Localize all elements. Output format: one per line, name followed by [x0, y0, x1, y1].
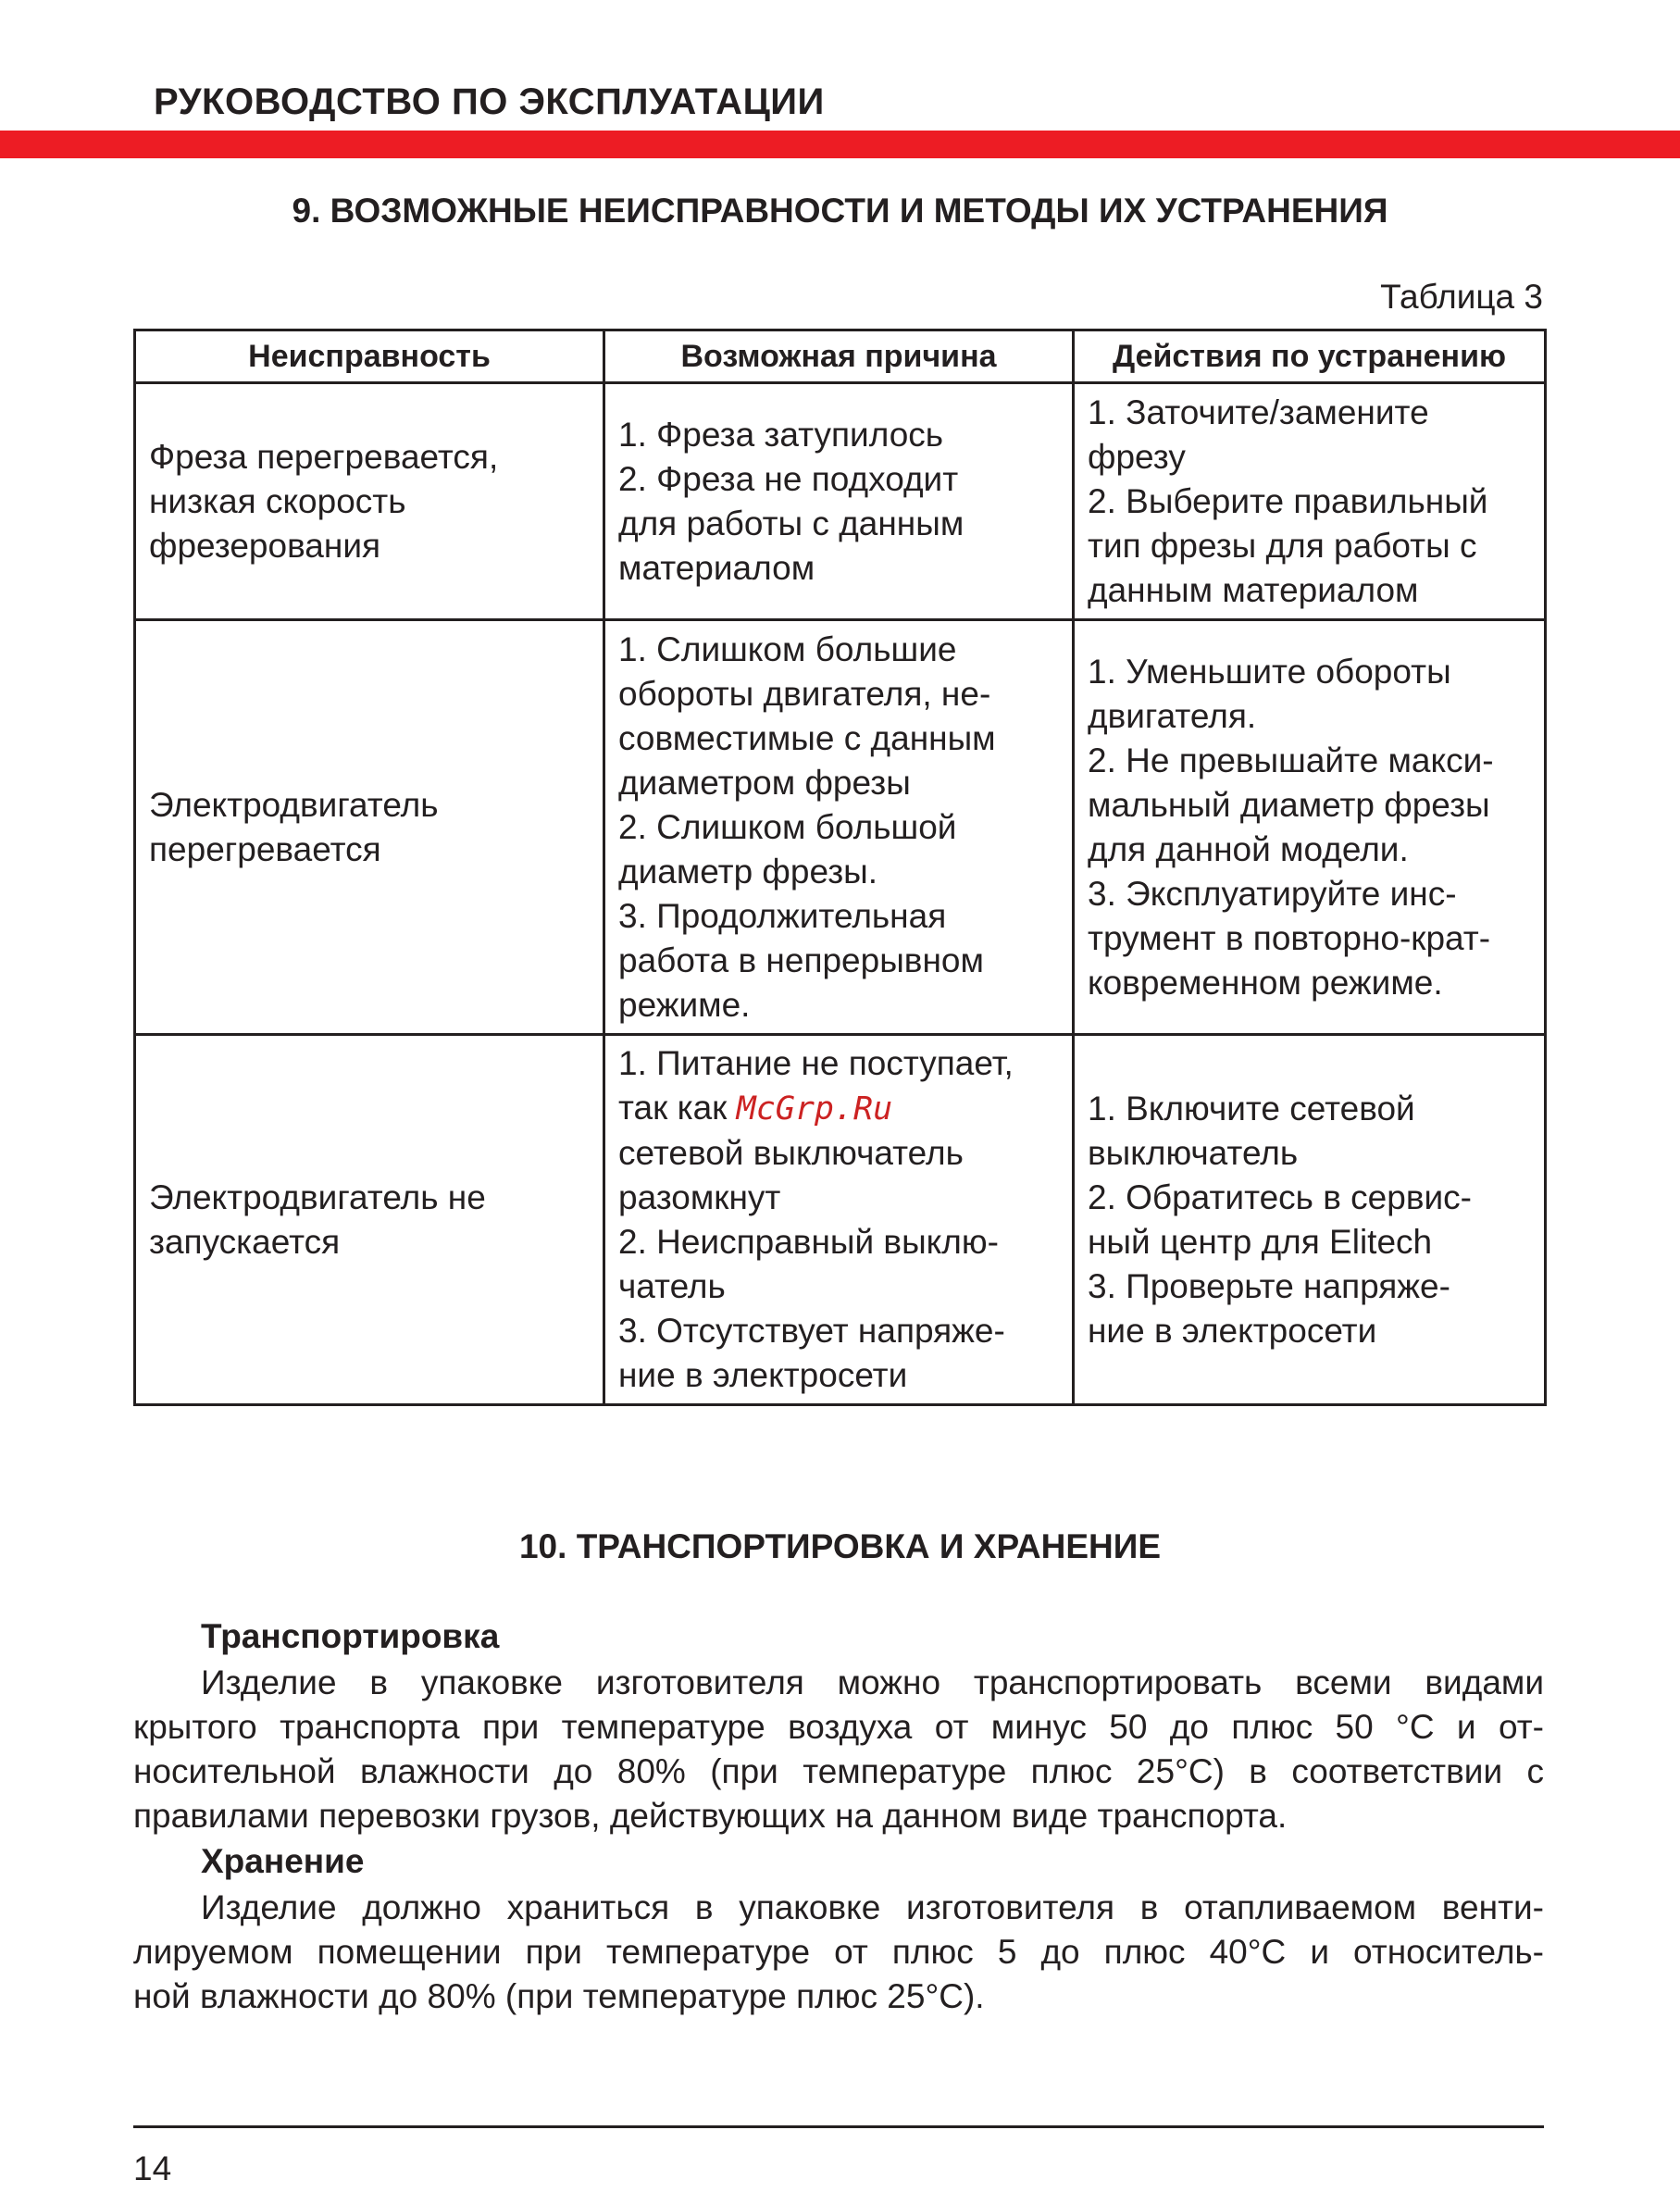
cell-line: ние в электросети	[618, 1356, 908, 1394]
cell-line: мальный диаметр фрезы	[1088, 785, 1490, 824]
troubleshooting-table	[133, 329, 1547, 1406]
header-title: РУКОВОДСТВО ПО ЭКСПЛУАТАЦИИ	[154, 81, 825, 122]
column-header-fault: Неисправность	[135, 330, 604, 383]
cell-line: выключатель	[1088, 1133, 1299, 1172]
storage-paragraph	[133, 1886, 1544, 2019]
cell-line: ный центр для Elitech	[1088, 1222, 1433, 1261]
cell-line: ние в электросети	[1088, 1311, 1377, 1350]
header-red-band	[0, 131, 1680, 158]
action-cell	[1074, 1035, 1546, 1405]
cell-text: так как	[618, 1089, 728, 1127]
page-number: 14	[133, 2149, 172, 2187]
cell-line: 3. Отсутствует напряже-	[618, 1312, 1005, 1350]
cell-line: режиме.	[618, 985, 751, 1024]
fault-cell	[135, 1035, 604, 1405]
cell-line: двигателя.	[1088, 696, 1257, 735]
cell-line: 2. Обратитесь в сервис-	[1088, 1177, 1472, 1216]
cell-line: перегревается	[149, 829, 381, 868]
footer-rule	[133, 2125, 1544, 2128]
cell-line: 1. Заточите/замените	[1088, 392, 1429, 431]
paragraph-line: правилами перевозки грузов, действующих на данном виде транспорта.	[133, 1797, 1288, 1835]
cell-line: данным материалом	[1088, 570, 1419, 609]
paragraph-line: носительной влажности до 80% (при температуре плюс 25°С) в соответствии с	[133, 1752, 1544, 1790]
table-row	[135, 620, 1546, 1035]
cell-line: 2. Фреза не подходит	[618, 459, 959, 498]
cell-line: материалом	[618, 548, 815, 587]
table-row	[135, 1035, 1546, 1405]
cell-line: Фреза перегревается,	[149, 437, 499, 476]
cell-line: 3. Продолжительная	[618, 896, 947, 935]
section10-title: 10. ТРАНСПОРТИРОВКА И ХРАНЕНИЕ	[518, 1527, 1162, 1565]
storage-heading: Хранение	[201, 1842, 365, 1880]
column-header-action: Действия по устранению	[1074, 330, 1546, 383]
paragraph-line: лируемом помещении при температуре от плюс 5 до плюс 40°С и относитель-	[133, 1933, 1544, 1971]
action-cell	[1074, 383, 1546, 620]
fault-cell	[135, 383, 604, 620]
cell-line: трумент в повторно-крат-	[1088, 918, 1491, 957]
cell-line: для работы с данным	[618, 504, 964, 542]
cell-line: совместимые с данным	[618, 718, 996, 757]
cause-cell	[604, 1035, 1074, 1405]
cell-line: для данной модели.	[1088, 829, 1409, 868]
cell-line: низкая скорость	[149, 481, 406, 520]
cell-line: 1. Включите сетевой	[1088, 1089, 1415, 1127]
cell-line: разомкнут	[618, 1178, 781, 1216]
cell-line: запускается	[149, 1222, 341, 1261]
cell-line: обороты двигателя, не-	[618, 674, 991, 713]
cell-line: фрезу	[1088, 437, 1186, 476]
cell-line: 2. Неисправный выклю-	[618, 1223, 999, 1261]
cell-line: диаметром фрезы	[618, 763, 911, 802]
action-cell	[1074, 620, 1546, 1035]
section9-title: 9. ВОЗМОЖНЫЕ НЕИСПРАВНОСТИ И МЕТОДЫ ИХ УСТРАНЕНИЯ	[292, 192, 1388, 230]
cell-line: 1. Питание не поступает,	[618, 1044, 1014, 1082]
cell-line: Электродвигатель	[149, 785, 439, 824]
cell-line: ковременном режиме.	[1088, 963, 1443, 1002]
transport-paragraph	[133, 1661, 1544, 1838]
cell-line: чатель	[618, 1267, 726, 1305]
cell-line	[618, 1086, 1059, 1131]
cell-line: 2. Слишком большой	[618, 807, 957, 846]
cell-line: 1. Уменьшите обороты	[1088, 652, 1451, 691]
cell-line: работа в непрерывном	[618, 941, 984, 979]
cell-line: 2. Не превышайте макси-	[1088, 741, 1494, 779]
cell-line: сетевой выключатель	[618, 1134, 964, 1172]
cell-line: 2. Выберите правильный	[1088, 481, 1488, 520]
table-header-row	[135, 330, 1546, 383]
cell-line: фрезерования	[149, 526, 381, 565]
cell-line: 1. Фреза затупилось	[618, 415, 944, 454]
cause-cell	[604, 620, 1074, 1035]
cell-line: тип фрезы для работы с	[1088, 526, 1477, 565]
cell-line: 3. Эксплуатируйте инс-	[1088, 874, 1457, 913]
watermark-text: McGrp.Ru	[736, 1090, 893, 1127]
paragraph-line: крытого транспорта при температуре воздуха от минус 50 до плюс 50 °С и от-	[133, 1708, 1544, 1746]
column-header-cause: Возможная причина	[604, 330, 1074, 383]
cause-cell	[604, 383, 1074, 620]
paragraph-line: Изделие в упаковке изготовителя можно транспортировать всеми видами	[201, 1663, 1544, 1701]
table-row	[135, 383, 1546, 620]
cell-line: диаметр фрезы.	[618, 852, 878, 891]
fault-cell	[135, 620, 604, 1035]
cell-line: 3. Проверьте напряже-	[1088, 1266, 1450, 1305]
transport-heading: Транспортировка	[201, 1617, 500, 1655]
paragraph-line: ной влажности до 80% (при температуре плюс 25°С).	[133, 1977, 985, 2015]
cell-line: 1. Слишком большие	[618, 629, 957, 668]
cell-line: Электродвигатель не	[149, 1177, 486, 1216]
paragraph-line: Изделие должно храниться в упаковке изготовителя в отапливаемом венти-	[201, 1888, 1544, 1926]
table-label: Таблица 3	[1380, 278, 1543, 316]
